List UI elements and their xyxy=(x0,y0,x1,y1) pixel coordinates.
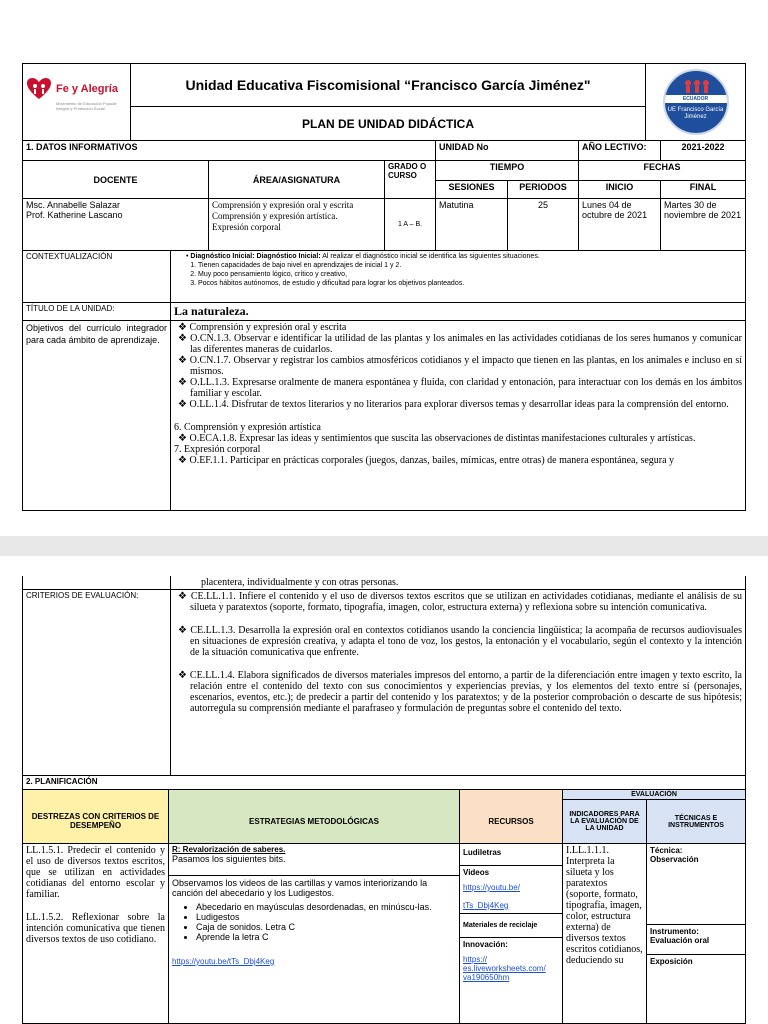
estrategia-1: Pasamos los siguientes bits. xyxy=(172,854,286,864)
recurso-video-link[interactable]: https://youtu.be/ tTs_Dbj4Keg xyxy=(463,883,520,910)
section-6-title: 6. Comprensión y expresión artística xyxy=(174,422,321,433)
logo-name: Fe y Alegría xyxy=(56,83,118,95)
objetivo-item: ❖ O.EF.1.1. Participar en prácticas corporales (juegos, danzas, bailes, mímicas, entre otras) de manera espontánea, segura y xyxy=(178,455,675,466)
estrategias-header: ESTRATEGIAS METODOLÓGICAS xyxy=(169,800,460,844)
titulo-value: La naturaleza. xyxy=(171,303,746,321)
plan-title: PLAN DE UNIDAD DIDÁCTICA xyxy=(131,107,646,141)
criterios-cell xyxy=(171,590,746,776)
grado-value: 1 A – B. xyxy=(385,199,436,251)
grado-header: GRADO O CURSO xyxy=(385,161,436,199)
recurso-2: Videos xyxy=(463,868,490,877)
inicio-header: INICIO xyxy=(579,181,661,199)
recurso-3: Materiales de reciclaje xyxy=(460,914,562,938)
objetivo-item: ❖ O.CN.1.7. Observar y registrar los cambios atmosféricos cotidianos y el impacto que tienen en las plantas, en los animales e incluso en sí mismos. xyxy=(178,355,743,377)
tecnicas-header: TÉCNICAS E INSTRUMENTOS xyxy=(647,800,746,844)
exposicion-label: Exposición xyxy=(647,954,745,968)
objetivo-item: ❖ O.LL.1.4. Disfrutar de textos literarios y no literarios para explorar diversos temas y desarrollar ideas para la comprensión del entorno. xyxy=(178,399,729,410)
destrezas-header: DESTREZAS CON CRITERIOS DE DESEMPEÑO xyxy=(23,800,169,844)
list-item: 2. Muy poco pensamiento lógico, crítico y creativo, xyxy=(198,270,742,279)
seal-band: ECUADOR xyxy=(665,95,727,103)
objetivos-label: Objetivos del currículo integrador para cada ámbito de aprendizaje. xyxy=(23,321,171,511)
list-item: 3. Pocos hábitos autónomos, de estudio y dificultad para lograr los objetivos planteados. xyxy=(198,279,742,288)
periodos-value: 25 xyxy=(508,199,579,251)
area-2: Comprensión y expresión artística. xyxy=(212,211,338,221)
logo-subtitle: Movimiento de Educación Popular Integral y Promoción Social xyxy=(56,101,117,111)
recurso-1: Ludiletras xyxy=(460,844,562,866)
tecnicas-cell xyxy=(647,844,746,1024)
sesiones-value: Matutina xyxy=(436,199,508,251)
destreza-1: LL.1.5.1. Predecir el contenido y el uso de diversos textos escritos, que se utilizan en actividades cotidianas del entorno escolar y familiar. xyxy=(26,845,165,900)
institution-name: Unidad Educativa Fiscomisional “Francisco García Jiménez" xyxy=(131,64,646,107)
final-header: FINAL xyxy=(661,181,746,199)
criterios-table xyxy=(22,576,746,790)
ecuador-seal-icon xyxy=(663,69,729,135)
objetivo-continuation: placentera, individualmente y con otras personas. xyxy=(171,576,746,590)
anio-value: 2021-2022 xyxy=(661,141,746,161)
area-header: ÁREA/ASIGNATURA xyxy=(209,161,385,199)
criterios-label: CRITERIOS DE EVALUACIÓN: xyxy=(23,590,171,776)
instrumento-label: Instrumento: xyxy=(650,927,699,936)
docentes-cell xyxy=(23,199,209,251)
titulo-label: TÍTULO DE LA UNIDAD: xyxy=(23,303,171,321)
indicador-text: I.LL.1.1.1. Interpreta la silueta y los paratextos (soporte, formato, tipografía, imagen, color, estructura externa) de diversos textos escritos cotidianos, deduciendo su xyxy=(566,845,643,966)
area-cell xyxy=(209,199,385,251)
criterio-item: ❖ CE.LL.1.1. Infiere el contenido y el uso de diversos textos escritos que se utilizan en actividades cotidianas, mediante el análisis de su silueta y paratextos (soporte, formato, tipografía, imagen, color, estructura externa) y reflexiona sobre su intención comunicativa. xyxy=(178,591,742,613)
anio-label: AÑO LECTIVO: xyxy=(579,141,661,161)
indicador-cell xyxy=(563,844,647,1024)
area-1: Comprensión y expresión oral y escrita xyxy=(212,200,354,210)
inicio-value: Lunes 04 de octubre de 2021 xyxy=(579,199,661,251)
objetivo-item: ❖ O.ECA.1.8. Expresar las ideas y sentimientos que suscita las observaciones de distintas manifestaciones culturales y artísticas. xyxy=(178,433,696,444)
datos-section-title: 1. DATOS INFORMATIVOS xyxy=(23,141,436,161)
list-item: • Ludigestos xyxy=(196,912,456,922)
list-item: 1. Tienen capacidades de bajo nivel en aprendizajes de inicial 1 y 2. xyxy=(198,261,742,270)
seal-figures-icon xyxy=(683,79,711,93)
unidad-label: UNIDAD No xyxy=(436,141,579,161)
tecnica-value: Observación xyxy=(650,855,699,864)
final-value: Martes 30 de noviembre de 2021 xyxy=(661,199,746,251)
objetivos-cell xyxy=(171,321,746,511)
fechas-header: FECHAS xyxy=(579,161,746,181)
estrategia-list xyxy=(186,902,456,942)
logo-left xyxy=(23,64,131,141)
criterio-item: ❖ CE.LL.1.3. Desarrolla la expresión oral en contextos cotidianos usando la conciencia lingüística; la acompaña de recursos audiovisuales en situaciones de expresión creativa, y adapta el tono de voz, los gestos, la entonación y el vocabulario, según el contexto y la intención de la situación comunicativa que enfrente. xyxy=(178,625,742,658)
docente-header: DOCENTE xyxy=(23,161,209,199)
list-item: • Abecedario en mayúsculas desordenadas, en minúscu-las. xyxy=(196,902,456,912)
periodos-header: PERIODOS xyxy=(508,181,579,199)
objetivo-item: ❖ O.CN.1.3. Observar e identificar la utilidad de las plantas y los animales en las actividades cotidianas de los seres humanos y comunicar las diferentes maneras de cuidarlos. xyxy=(178,333,742,355)
estrategia-title: R: Revalorización de saberes. xyxy=(172,845,286,854)
objetivo-item: ❖ Comprensión y expresión oral y escrita xyxy=(178,322,347,333)
document-page-2 xyxy=(0,556,768,1024)
docente-1: Msc. Annabelle Salazar xyxy=(26,200,121,210)
section-7-title: 7. Expresión corporal xyxy=(174,444,261,455)
objetivo-item: ❖ O.LL.1.3. Expresarse oralmente de manera espontánea y fluida, con claridad y entonación, para interactuar con los demás en los ámbitos familiar y escolar. xyxy=(178,377,742,399)
estrategia-2: Observamos los videos de las cartillas y vamos interiorizando la canción del abecedario y los Ludigestos. xyxy=(172,878,428,898)
diagnostico-list xyxy=(174,261,742,288)
recurso-4: Innovación: xyxy=(463,940,508,949)
indicadores-header: INDICADORES PARA LA EVALUACIÓN DE LA UNIDAD xyxy=(563,800,647,844)
contextualizacion-cell: • Diagnóstico Inicial: Diagnóstico Inicial: Al realizar el diagnóstico inicial se identifica las siguientes situaciones. 1. Tienen capacidades de bajo nivel en aprendizajes de inicial 1 y 2. 2. Muy poco pensamiento lógico, crítico y creativo, 3. Pocos hábitos autónomos, de estudio y dificultad para lograr los objetivos planteados. xyxy=(171,251,746,303)
criterio-item: ❖ CE.LL.1.4. Elabora significados de diversos materiales impresos del entorno, a partir de la diferenciación entre imagen y texto escrito, la relación entre el contenido del texto con sus conocimientos y experiencias previas, y los elementos del texto entre sí (personajes, escenarios, eventos, etc.); de predecir a partir del contenido y los paratextos; y de la posterior comprobación o descarte de sus hipótesis; autorregula su comprensión mediante el parafraseo y formulación de preguntas sobre el contenido del texto. xyxy=(178,670,743,714)
diagnostico-lead: Diagnóstico Inicial: Diagnóstico Inicial: xyxy=(190,253,321,260)
planificacion-table xyxy=(22,789,746,1024)
fe-y-alegria-heart-icon xyxy=(26,77,52,101)
tiempo-header: TIEMPO xyxy=(436,161,579,181)
instrumento-value: Evaluación oral xyxy=(650,936,710,945)
list-item: • Caja de sonidos. Letra C xyxy=(196,922,456,932)
planificacion-label: 2. PLANIFICACIÓN xyxy=(23,776,746,790)
area-3: Expresión corporal xyxy=(212,222,281,232)
tecnica-label: Técnica: xyxy=(650,846,683,855)
recurso-innovacion-link[interactable]: https:// es.liveworksheets.com/ va190650hm xyxy=(463,955,546,982)
content-table xyxy=(22,250,746,511)
destrezas-cell xyxy=(23,844,169,1024)
evaluacion-header: EVALUACIÓN xyxy=(563,790,746,800)
destreza-2: LL.1.5.2. Reflexionar sobre la intención comunicativa que tienen diversos textos de uso cotidiano. xyxy=(26,912,165,945)
contextualizacion-label: CONTEXTUALIZACIÓN xyxy=(23,251,171,303)
datos-table xyxy=(22,140,746,251)
diagnostico-text: Al realizar el diagnóstico inicial se identifica las siguientes situaciones. xyxy=(320,253,540,260)
estrategia-video-link[interactable]: https://youtu.be/tTs_Dbj4Keg xyxy=(172,957,275,966)
recursos-cell xyxy=(460,844,563,1024)
header-table xyxy=(22,63,746,141)
list-item: • Aprende la letra C xyxy=(196,932,456,942)
docente-2: Prof. Katherine Lascano xyxy=(26,210,123,220)
seal-text: UE Francisco García Jiménez xyxy=(667,107,724,120)
sesiones-header: SESIONES xyxy=(436,181,508,199)
recursos-header: RECURSOS xyxy=(460,800,563,844)
estrategias-cell xyxy=(169,844,460,1024)
logo-right-seal xyxy=(646,64,746,141)
